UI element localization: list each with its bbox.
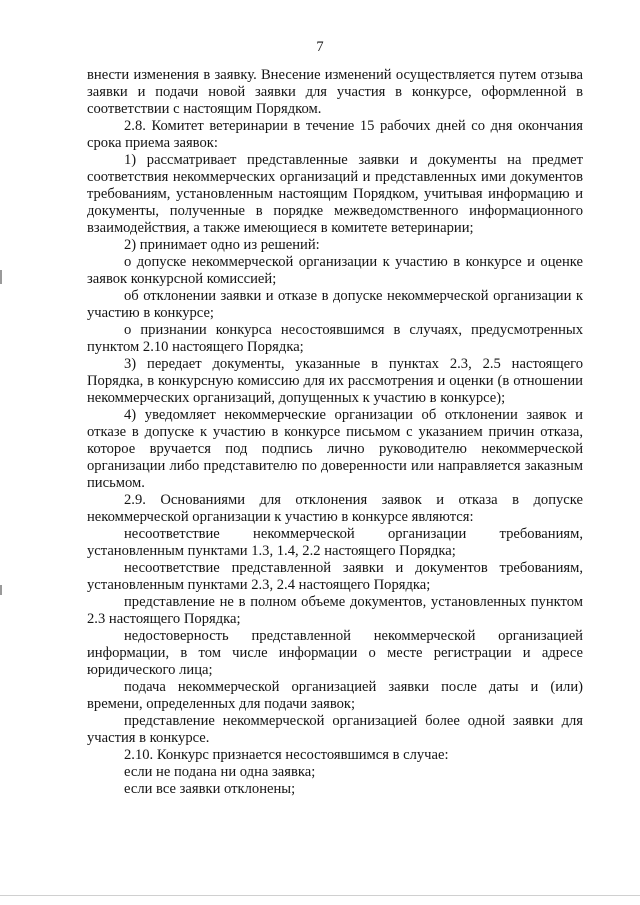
scan-edge-mark: [0, 270, 2, 284]
paragraph: 2) принимает одно из решений:: [124, 237, 320, 253]
paragraph: об отклонении заявки и отказе в допуске некоммерческой организации к участию в конкурсе;: [87, 288, 583, 321]
paragraph: о допуске некоммерческой организации к участию в конкурсе и оценке заявок конкурсной комиссией;: [87, 254, 583, 287]
paragraph: представление некоммерческой организацией более одной заявки для участия в конкурсе.: [87, 713, 583, 746]
paragraph: представление не в полном объеме документов, установленных пунктом 2.3 настоящего Порядка;: [87, 594, 583, 627]
paragraph: несоответствие некоммерческой организации требованиям, установленным пунктами 1.3, 1.4, 2.2 настоящего Порядка;: [87, 526, 583, 559]
scan-edge-mark: [0, 585, 2, 595]
paragraph: несоответствие представленной заявки и документов требованиям, установленным пунктами 2.3, 2.4 настоящего Порядка;: [87, 560, 583, 593]
paragraph: 1) рассматривает представленные заявки и документы на предмет соответствия некоммерческих организаций и представленных ими документов требованиям, установленным настоящим Порядком, учитывая информацию и документы, полученные в порядке межведомственного информационного взаимодействия, а также имеющиеся в комитете ветеринарии;: [87, 152, 583, 236]
paragraph: внести изменения в заявку. Внесение изменений осуществляется путем отзыва заявки и подачи новой заявки для участия в конкурсе, оформленной в соответствии с настоящим Порядком.: [87, 67, 583, 117]
paragraph: 2.10. Конкурс признается несостоявшимся в случае:: [124, 747, 449, 763]
paragraph: если все заявки отклонены;: [124, 781, 296, 797]
paragraph: недостоверность представленной некоммерческой организацией информации, в том числе информации о месте регистрации и адресе юридического лица;: [87, 628, 583, 678]
paragraph: о признании конкурса несостоявшимся в случаях, предусмотренных пунктом 2.10 настоящего Порядка;: [87, 322, 583, 355]
paragraph: 3) передает документы, указанные в пунктах 2.3, 2.5 настоящего Порядка, в конкурсную комиссию для их рассмотрения и оценки (в отношении некоммерческих организаций, допущенных к участию в конкурсе);: [87, 356, 583, 406]
page-number: 7: [316, 39, 324, 55]
scan-bottom-edge: [0, 895, 640, 896]
paragraph: 4) уведомляет некоммерческие организации об отклонении заявок и отказе в допуске к участию в конкурсе письмом с указанием причин отказа, которое вручается под подпись лично руководителю некоммерческой организации либо представителю по доверенности или направляется заказным письмом.: [87, 407, 583, 491]
paragraph: 2.8. Комитет ветеринарии в течение 15 рабочих дней со дня окончания срока приема заявок:: [87, 118, 583, 151]
paragraph: если не подана ни одна заявка;: [124, 764, 316, 780]
document-body: [87, 67, 583, 798]
paragraph: 2.9. Основаниями для отклонения заявок и отказа в допуске некоммерческой организации к участию в конкурсе являются:: [87, 492, 583, 525]
paragraph: подача некоммерческой организацией заявки после даты и (или) времени, определенных для подачи заявок;: [87, 679, 583, 712]
